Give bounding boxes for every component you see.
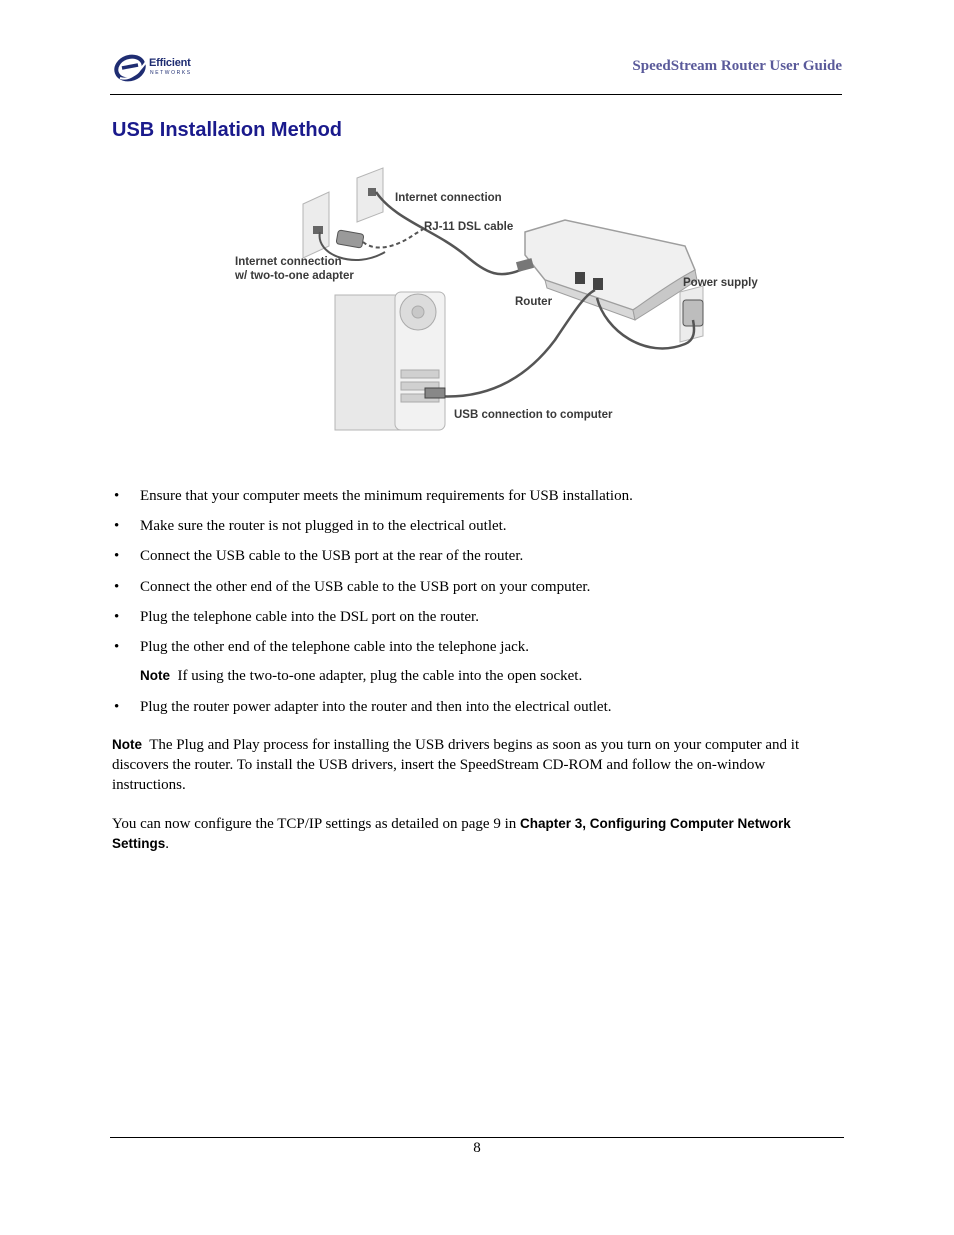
list-item: • Connect the other end of the USB cable to the USB port on your computer. (114, 578, 591, 595)
guide-title: SpeedStream Router User Guide (632, 58, 842, 74)
list-item: • Ensure that your computer meets the minimum requirements for USB installation. (114, 488, 633, 504)
bullet-marker: • (114, 548, 120, 565)
chapter-reference-link[interactable]: Chapter 3, Configuring Computer Network Settings (112, 816, 791, 851)
label-adapter-line-2: w/ two-to-one adapter (235, 270, 354, 282)
inline-note (140, 666, 582, 686)
logo-e-icon (114, 52, 148, 82)
note-text: The Plug and Play process for installing the USB drivers begins as soon as you turn on your computer and it discovers the router. To install the USB drivers, insert the SpeedStream CD-ROM and follow the on-window instructions. (112, 737, 800, 793)
note-label: Note (112, 737, 142, 752)
instruction-list (112, 486, 842, 667)
bullet-marker: • (114, 638, 120, 655)
list-item: • Make sure the router is not plugged in to the electrical outlet. (114, 518, 507, 535)
note-paragraph (112, 735, 842, 795)
dsl-cable (376, 192, 525, 274)
usb-installation-diagram (225, 160, 765, 440)
efficient-networks-logo (114, 52, 214, 84)
label-usb-connection: USB connection to computer (454, 409, 613, 421)
logo-wordmark: Efficient (149, 57, 191, 69)
label-router: Router (515, 296, 553, 308)
list-item: • Plug the telephone cable into the DSL port on the router. (114, 608, 479, 625)
bullet-marker: • (114, 608, 120, 625)
computer-tower-graphic (335, 292, 445, 430)
label-power-supply: Power supply (683, 277, 758, 289)
label-adapter-line-1: Internet connection (235, 256, 342, 268)
label-internet-connection: Internet connection (395, 192, 502, 204)
section-title: USB Installation Method (112, 119, 342, 141)
note-label: Note (140, 668, 170, 683)
logo-subtitle: NETWORKS (150, 70, 192, 76)
list-item: • Plug the router power adapter into the router and then into the electrical outlet. (114, 699, 612, 715)
footer-divider (110, 1137, 844, 1138)
list-item: • Connect the USB cable to the USB port at the rear of the router. (114, 548, 524, 565)
bullet-marker: • (114, 699, 120, 715)
closing-paragraph: You can now configure the TCP/IP settings as detailed on page 9 in Chapter 3, Configuring Computer Network Settings. (112, 816, 791, 852)
label-rj11-cable: RJ-11 DSL cable (424, 221, 514, 233)
list-item: • Plug the other end of the telephone cable into the telephone jack. (114, 638, 530, 655)
page-number: 8 (473, 1140, 481, 1156)
wall-jack-adapter (303, 192, 364, 258)
note-text: If using the two-to-one adapter, plug the cable into the open socket. (177, 668, 583, 684)
header-divider (110, 94, 842, 95)
bullet-marker: • (114, 488, 120, 504)
bullet-marker: • (114, 518, 120, 535)
bullet-marker: • (114, 578, 120, 595)
